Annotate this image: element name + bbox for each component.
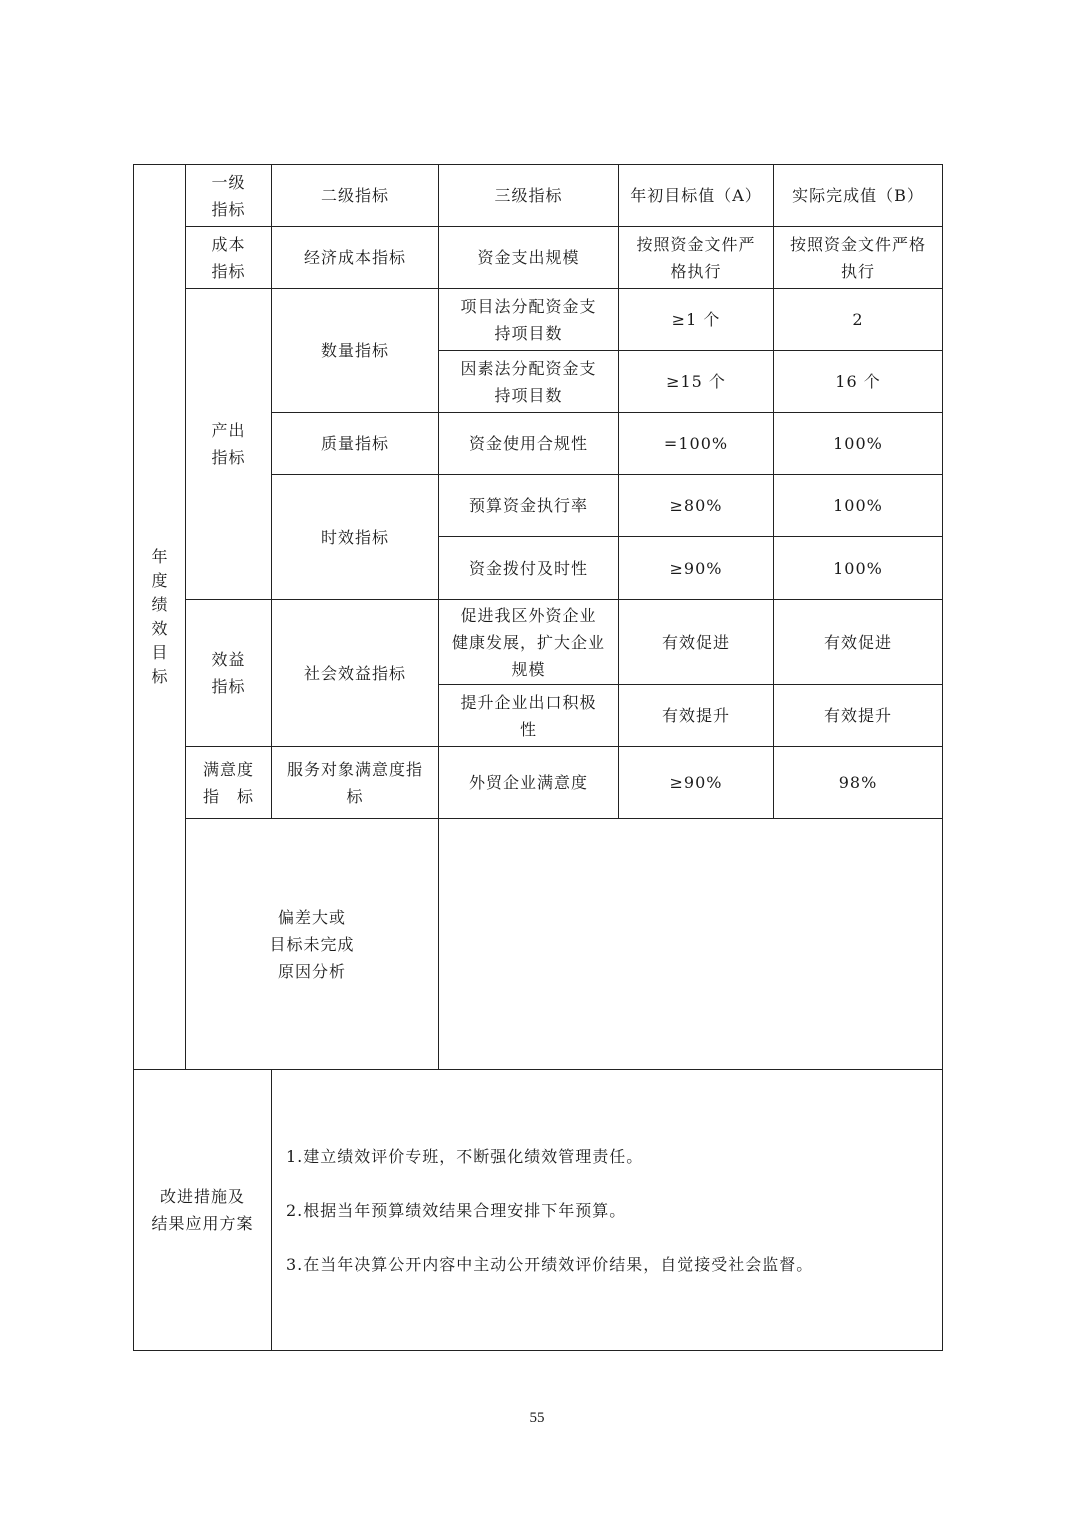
cost-level1: 成本 指标 <box>186 227 272 289</box>
improvement-content <box>272 1070 943 1351</box>
quantity-actual-1: 2 <box>774 289 943 351</box>
benefit-target-1: 有效促进 <box>619 600 774 685</box>
satisfaction-row <box>134 747 943 819</box>
improvement-item-3: 3.在当年决算公开内容中主动公开绩效评价结果，自觉接受社会监督。 <box>286 1254 814 1274</box>
benefit-actual-2: 有效提升 <box>774 685 943 747</box>
improvement-item-2: 2.根据当年预算绩效结果合理安排下年预算。 <box>286 1200 627 1220</box>
satisfaction-target: ≥90% <box>619 747 774 819</box>
benefit-target-2: 有效提升 <box>619 685 774 747</box>
quality-actual: 100% <box>774 413 943 475</box>
benefit-level2: 社会效益指标 <box>272 600 439 747</box>
deviation-label: 偏差大或 目标未完成 原因分析 <box>186 819 439 1070</box>
annual-goals-label <box>134 165 186 1070</box>
timeliness-actual-2: 100% <box>774 537 943 600</box>
deviation-content <box>439 819 943 1070</box>
benefit-level3-2: 提升企业出口积极 性 <box>439 685 619 747</box>
cost-level2: 经济成本指标 <box>272 227 439 289</box>
improvement-row <box>134 1070 943 1351</box>
header-level2: 二级指标 <box>272 165 439 227</box>
benefit-actual-1: 有效促进 <box>774 600 943 685</box>
header-level3: 三级指标 <box>439 165 619 227</box>
quantity-target-1: ≥1 个 <box>619 289 774 351</box>
cost-row <box>134 227 943 289</box>
quality-level2: 质量指标 <box>272 413 439 475</box>
quantity-target-2: ≥15 个 <box>619 351 774 413</box>
header-actual: 实际完成值（B） <box>774 165 943 227</box>
side-label-text: 年度绩效目标 <box>151 547 169 686</box>
quality-level3: 资金使用合规性 <box>439 413 619 475</box>
header-level1: 一级 指标 <box>186 165 272 227</box>
page-number: 55 <box>529 1410 545 1426</box>
improvement-label: 改进措施及 结果应用方案 <box>134 1070 272 1351</box>
satisfaction-actual: 98% <box>774 747 943 819</box>
performance-table <box>133 164 943 1351</box>
timeliness-actual-1: 100% <box>774 475 943 537</box>
quantity-actual-2: 16 个 <box>774 351 943 413</box>
quantity-level3-2: 因素法分配资金支 持项目数 <box>439 351 619 413</box>
quality-target: =100% <box>619 413 774 475</box>
header-target: 年初目标值（A） <box>619 165 774 227</box>
header-row <box>134 165 943 227</box>
cost-target: 按照资金文件严 格执行 <box>619 227 774 289</box>
timeliness-level3-1: 预算资金执行率 <box>439 475 619 537</box>
benefit-level3-1: 促进我区外资企业 健康发展，扩大企业 规模 <box>439 600 619 685</box>
quantity-level3-1: 项目法分配资金支 持项目数 <box>439 289 619 351</box>
timeliness-target-2: ≥90% <box>619 537 774 600</box>
cost-actual: 按照资金文件严格 执行 <box>774 227 943 289</box>
benefit-row-1 <box>134 600 943 685</box>
deviation-row <box>134 819 943 1070</box>
output-quantity-row-1 <box>134 289 943 351</box>
timeliness-level2: 时效指标 <box>272 475 439 600</box>
satisfaction-level3: 外贸企业满意度 <box>439 747 619 819</box>
quantity-level2: 数量指标 <box>272 289 439 413</box>
satisfaction-level1: 满意度 指 标 <box>186 747 272 819</box>
timeliness-level3-2: 资金拨付及时性 <box>439 537 619 600</box>
satisfaction-level2: 服务对象满意度指 标 <box>272 747 439 819</box>
cost-level3: 资金支出规模 <box>439 227 619 289</box>
benefit-level1: 效益 指标 <box>186 600 272 747</box>
timeliness-target-1: ≥80% <box>619 475 774 537</box>
improvement-item-1: 1.建立绩效评价专班，不断强化绩效管理责任。 <box>286 1146 644 1166</box>
output-level1: 产出 指标 <box>186 289 272 600</box>
